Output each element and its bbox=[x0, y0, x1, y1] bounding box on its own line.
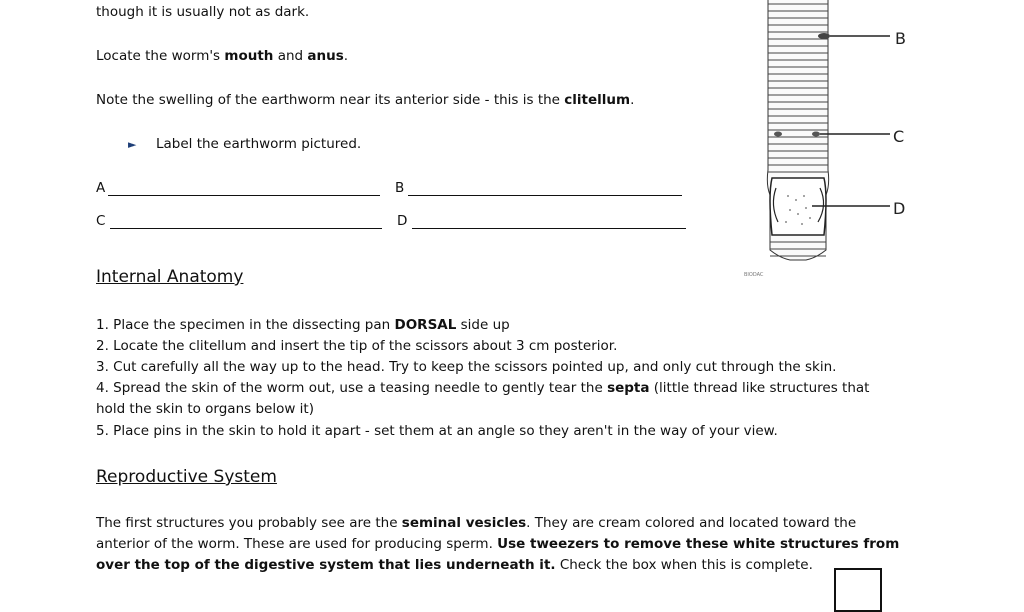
answer-blank-b[interactable] bbox=[408, 181, 682, 196]
clitellum-line bbox=[96, 91, 634, 109]
step-2: 2. Locate the clitellum and insert the tip of the scissors about 3 cm posterior. bbox=[96, 338, 618, 354]
earthworm-diagram bbox=[740, 0, 940, 285]
step-1-post: side up bbox=[456, 317, 510, 333]
step-4 bbox=[96, 379, 869, 397]
reproductive-heading: Reproductive System bbox=[96, 467, 277, 487]
septa-term: septa bbox=[607, 380, 650, 396]
answer-blank-d[interactable] bbox=[412, 214, 686, 229]
step-1 bbox=[96, 316, 510, 334]
blank-label-d: D bbox=[397, 213, 408, 229]
step-4-continued: hold the skin to organs below it) bbox=[96, 401, 314, 417]
blank-label-b: B bbox=[395, 180, 405, 196]
step-5: 5. Place pins in the skin to hold it apart - set them at an angle so they aren't in the way of your view. bbox=[96, 423, 778, 439]
figure-credit: BIODAC bbox=[744, 272, 764, 278]
internal-anatomy-heading: Internal Anatomy bbox=[96, 267, 244, 287]
step-4-text: 4. Spread the skin of the worm out, use a teasing needle to gently tear the bbox=[96, 380, 608, 396]
step-4-post: (little thread like structures that bbox=[649, 380, 870, 396]
locate-mouth-line bbox=[96, 47, 348, 65]
mouth-term: mouth bbox=[224, 48, 274, 64]
repro-line-3 bbox=[96, 556, 813, 574]
answer-blank-a[interactable] bbox=[108, 181, 380, 196]
blank-label-c: C bbox=[96, 213, 106, 229]
tweezers-instruction: Use tweezers to remove these white structures from bbox=[497, 536, 900, 552]
figure-label-d: D bbox=[893, 199, 906, 218]
clitellum-text: Note the swelling of the earthworm near its anterior side - this is the bbox=[96, 92, 565, 108]
repro-line-1-text: The first structures you probably see are the bbox=[96, 515, 402, 531]
repro-line-1 bbox=[96, 514, 856, 532]
and-text: and bbox=[273, 48, 308, 64]
period: . bbox=[343, 48, 349, 64]
completion-checkbox[interactable] bbox=[834, 568, 882, 612]
pore-c-left bbox=[774, 132, 782, 137]
arrow-bullet-icon: ► bbox=[128, 138, 137, 151]
anus-term: anus bbox=[307, 48, 344, 64]
answer-blank-c[interactable] bbox=[110, 214, 382, 229]
step-1-text: 1. Place the specimen in the dissecting pan bbox=[96, 317, 395, 333]
tweezers-instruction-cont: over the top of the digestive system that lies underneath it. bbox=[96, 557, 556, 573]
figure-label-b: B bbox=[895, 29, 906, 48]
period: . bbox=[630, 92, 635, 108]
seminal-vesicles-term: seminal vesicles bbox=[401, 515, 527, 531]
step-3: 3. Cut carefully all the way up to the head. Try to keep the scissors pointed up, and only cut through the skin. bbox=[96, 359, 837, 375]
locate-text: Locate the worm's bbox=[96, 48, 225, 64]
repro-line-3-post: Check the box when this is complete. bbox=[555, 557, 813, 573]
dorsal-term: DORSAL bbox=[394, 317, 457, 333]
intro-line-0: though it is usually not as dark. bbox=[96, 4, 310, 20]
figure-label-c: C bbox=[893, 127, 905, 146]
pore-b bbox=[818, 33, 830, 39]
repro-line-1-post: . They are cream colored and located toward the bbox=[526, 515, 857, 531]
blank-label-a: A bbox=[96, 180, 106, 196]
clitellum-term: clitellum bbox=[564, 92, 631, 108]
label-task: Label the earthworm pictured. bbox=[156, 136, 362, 152]
repro-line-2 bbox=[96, 535, 899, 553]
repro-line-2-text: anterior of the worm. These are used for producing sperm. bbox=[96, 536, 498, 552]
pore-c-right bbox=[812, 132, 820, 137]
